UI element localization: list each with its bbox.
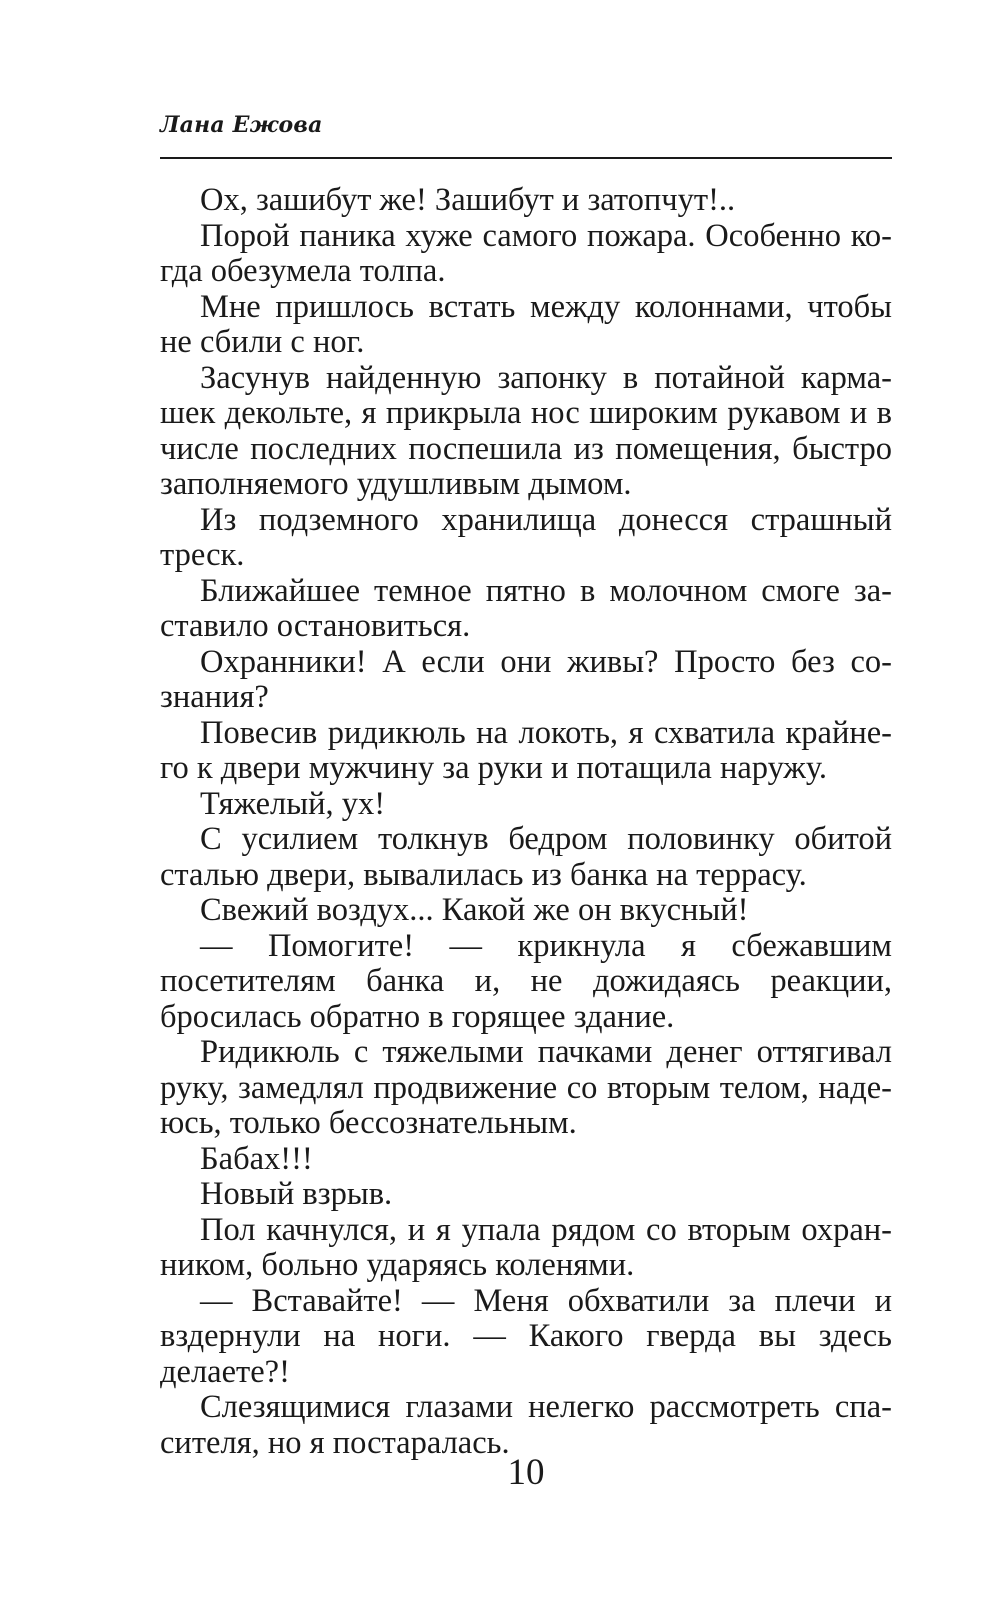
paragraph: Тяжелый, ух! (200, 785, 386, 822)
paragraph: Пол качнулся, и я упала рядом со вторым охранником, больно ударяясь коленями. (160, 1211, 892, 1283)
paragraph: Порой паника хуже самого пожара. Особенно когда обезумела толпа. (160, 217, 892, 289)
paragraph: Повесив ридикюль на локоть, я схватила крайнего к двери мужчину за руки и потащила наружу. (160, 714, 892, 786)
paragraph: Из подземного хранилища донесся страшный треск. (160, 501, 892, 573)
paragraph: Ближайшее темное пятно в молочном смоге заставило остановиться. (160, 572, 892, 644)
header-rule (160, 157, 892, 159)
paragraph: — Вставайте! — Меня обхватили за плечи и вздернули на ноги. — Какого гверда вы здесь делаете?! (160, 1282, 892, 1390)
paragraph: Охранники! А если они живы? Просто без сознания? (160, 643, 892, 715)
paragraph: Новый взрыв. (200, 1176, 393, 1212)
paragraph: Свежий воздух... Какой же он вкусный! (200, 892, 749, 928)
page-number: 10 (507, 1452, 545, 1493)
paragraph: Бабах!!! (200, 1140, 313, 1177)
running-head-author: Лана Ежова (160, 112, 323, 138)
paragraph: — Помогите! — крикнула я сбежавшим посетителям банка и, не дожидаясь реакции, бросилась обратно в горящее здание. (160, 927, 892, 1035)
page-body (160, 183, 892, 1461)
paragraph: Слезящимися глазами нелегко рассмотреть спасителя, но я постаралась. (160, 1389, 892, 1461)
paragraph: С усилием толкнув бедром половинку обитой сталью двери, вывалилась из банка на террасу. (160, 821, 892, 893)
paragraph: Ридикюль с тяжелыми пачками денег оттягивал руку, замедлял продвижение со вторым телом, надеюсь, только бессознательным. (160, 1034, 892, 1141)
paragraph: Засунув найденную запонку в потайной кармашек декольте, я прикрыла нос широким рукавом и в числе последних поспешила из помещения, быстро заполняемого удушливым дымом. (160, 359, 892, 502)
paragraph: Мне пришлось встать между колоннами, чтобы не сбили с ног. (160, 288, 892, 360)
paragraph: Ох, зашибут же! Зашибут и затопчут!.. (200, 182, 736, 218)
